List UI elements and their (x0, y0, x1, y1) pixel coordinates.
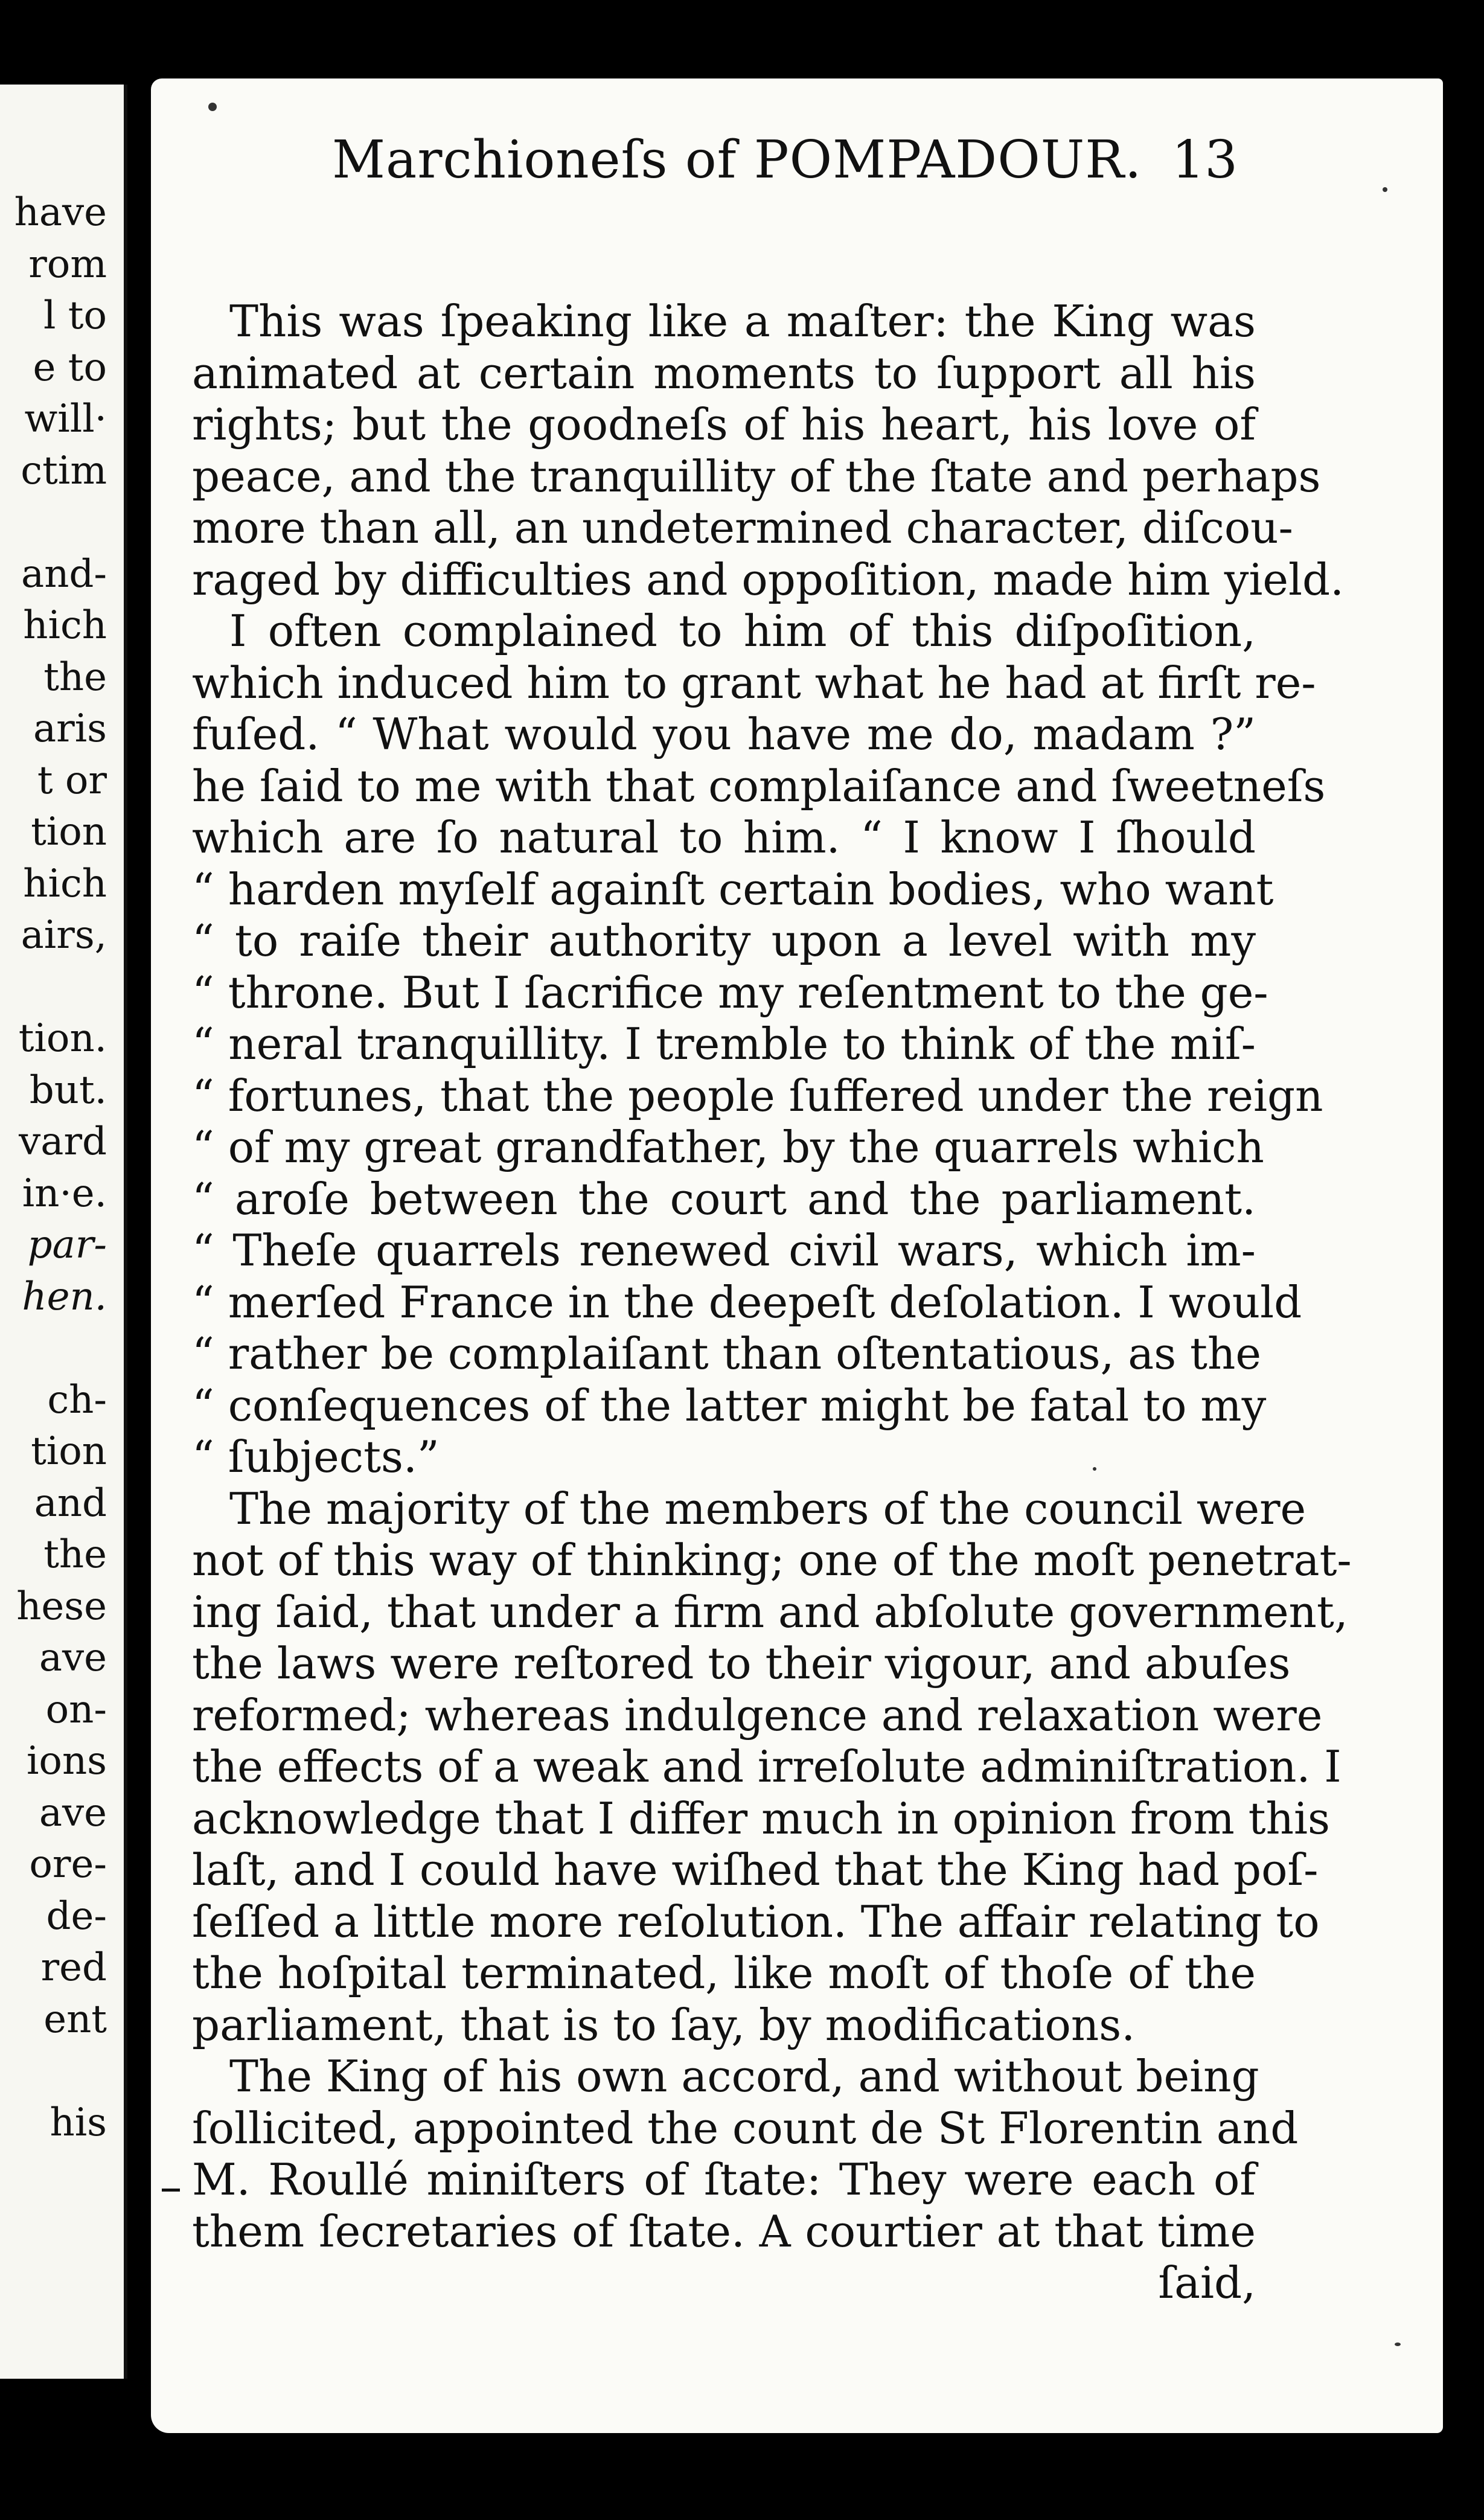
text-line: them ſecretaries of ſtate. A courtier at that time (192, 2205, 1256, 2257)
text-line: acknowledge that I differ much in opinion from this (192, 1792, 1330, 1844)
text-line: ſaid, (1158, 2257, 1256, 2308)
text-line: “ Theſe quarrels renewed civil wars, which im- (192, 1225, 1256, 1276)
facing-line: the (43, 1532, 107, 1577)
text-line: reformed; whereas indulgence and relaxation were (192, 1689, 1323, 1741)
facing-line: rom (28, 241, 107, 287)
text-line: “ aroſe between the court and the parliament. (192, 1173, 1256, 1224)
facing-line: ave (39, 1636, 107, 1680)
running-title: Marchioneſs of POMPADOUR. (332, 130, 1142, 190)
text-line: “ of my great grandfather, by the quarrels which (192, 1122, 1264, 1172)
facing-line: red (40, 1945, 107, 1990)
text-line: ing ſaid, that under a firm and abſolute government, (192, 1586, 1348, 1637)
text-line: The King of his own accord, and without being (229, 2051, 1259, 2102)
text-line: more than all, an undetermined character, diſcou- (192, 502, 1293, 553)
text-line: M. Roullé miniſters of ſtate: They were each of (192, 2154, 1256, 2205)
text-line: ſeſſed a little more reſolution. The affair relating to (192, 1896, 1320, 1947)
text-line: parliament, that is to ſay, by modifications. (192, 1999, 1136, 2050)
facing-line: hen. (22, 1274, 107, 1319)
text-line: “ to raiſe their authority upon a level with my (192, 915, 1256, 966)
facing-line: ent (43, 1997, 107, 2042)
text-line: “ merſed France in the deepeſt deſolation. I would (192, 1276, 1302, 1328)
facing-line: on- (45, 1687, 107, 1732)
text-line: I often complained to him of this diſpoſition, (229, 606, 1256, 656)
text-line: “ fortunes, that the people ſuffered under the reign (192, 1070, 1323, 1121)
facing-line: the (43, 654, 107, 700)
text-line: This was ſpeaking like a maſter: the King was (229, 296, 1256, 347)
text-line: “ ſubjects.” (192, 1431, 440, 1482)
facing-line: his (50, 2100, 107, 2145)
text-line: the hoſpital terminated, like moſt of thoſe of the (192, 1948, 1256, 1998)
text-line: raged by difficulties and oppoſition, made him yield. (192, 554, 1345, 605)
facing-line: hich (23, 861, 107, 906)
text-line: “ harden myſelf againſt certain bodies, who want (192, 863, 1274, 915)
text-line: which induced him to grant what he had at firſt re- (192, 657, 1316, 708)
body-text (192, 296, 1352, 2309)
text-line: the effects of a weak and irreſolute adminiſtration. I (192, 1741, 1342, 1792)
text-line: peace, and the tranquillity of the ſtate and perhaps (192, 450, 1321, 502)
facing-line: par- (27, 1223, 107, 1267)
facing-page-fragment (0, 85, 127, 2379)
facing-line: vard (19, 1119, 107, 1164)
facing-line: have (14, 190, 107, 235)
facing-line: in·e. (22, 1171, 107, 1216)
facing-line: but. (29, 1067, 107, 1113)
facing-line: will· (24, 397, 107, 441)
text-line: rights; but the goodneſs of his heart, his love of (192, 399, 1256, 450)
text-line: laſt, and I could have wiſhed that the King had poſ- (192, 1844, 1319, 1895)
facing-line: ave (39, 1790, 107, 1835)
facing-line: ions (26, 1739, 107, 1783)
text-line: fuſed. “ What would you have me do, madam ?” (192, 709, 1256, 760)
text-line: ſollicited, appointed the count de St Florentin and (192, 2102, 1299, 2154)
facing-line: airs, (21, 913, 107, 958)
facing-line: l to (43, 293, 107, 338)
facing-line: tion (31, 1429, 107, 1474)
text-line: animated at certain moments to ſupport all his (192, 347, 1256, 398)
text-line: which are ſo natural to him. “ I know I ſhould (192, 812, 1256, 863)
facing-line: ctim (21, 448, 107, 493)
text-line: the laws were reſtored to their vigour, and abuſes (192, 1638, 1291, 1689)
text-line: “ conſequences of the latter might be fatal to my (192, 1380, 1267, 1431)
facing-line: tion. (18, 1016, 107, 1061)
facing-line: hese (16, 1584, 107, 1629)
facing-line: ch- (47, 1377, 107, 1422)
facing-line: de- (46, 1893, 107, 1939)
facing-line: hich (23, 603, 107, 648)
facing-line: t or (37, 758, 107, 803)
margin-mark (162, 2189, 180, 2192)
text-line: “ neral tranquillity. I tremble to think of the miſ- (192, 1019, 1256, 1069)
facing-line: and- (21, 551, 107, 596)
text-line: “ throne. But I ſacrifice my reſentment to the ge- (192, 967, 1268, 1018)
facing-line: tion (31, 810, 107, 854)
page-number: 13 (1171, 130, 1238, 190)
text-line: he ſaid to me with that complaiſance and ſweetneſs (192, 760, 1326, 811)
running-head (181, 130, 1262, 190)
text-line: The majority of the members of the council were (229, 1483, 1306, 1534)
facing-line: ore- (29, 1842, 107, 1887)
facing-line: and (34, 1480, 107, 1526)
text-line: “ rather be complaiſant than oſtentatious, as the (192, 1328, 1261, 1379)
facing-line: aris (33, 706, 107, 751)
facing-line: e to (33, 345, 107, 390)
text-line: not of this way of thinking; one of the moſt penetrat- (192, 1535, 1352, 1585)
